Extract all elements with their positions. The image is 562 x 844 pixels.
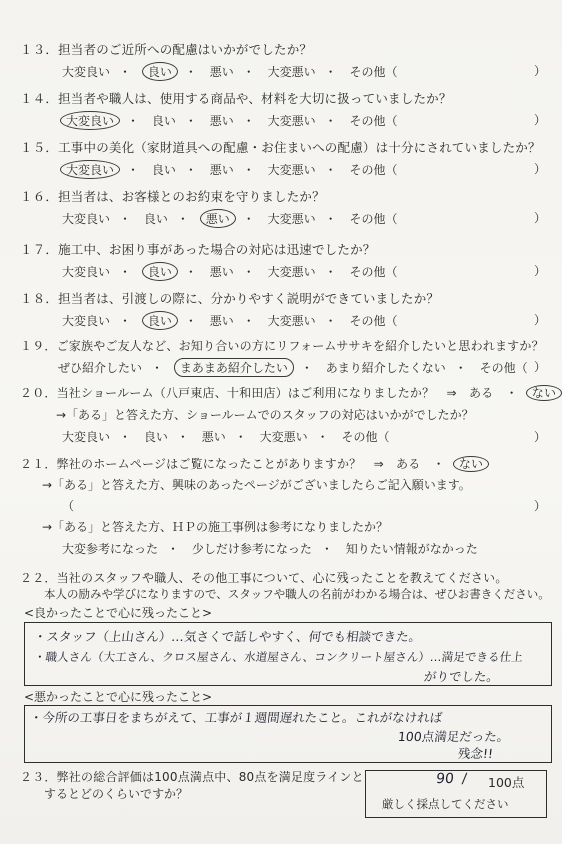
bad-label: <悪かったことで心に残ったこと>: [24, 690, 213, 704]
question-22: ２２．当社のスタッフや職人、その他工事について、心に残ったことを教えてください。: [20, 571, 508, 585]
separator: ・: [184, 114, 197, 128]
separator: ・: [176, 212, 189, 226]
separator: ・: [167, 542, 180, 556]
separator: ・: [184, 314, 197, 328]
option-other[interactable]: その他（: [349, 212, 398, 226]
option-very-bad[interactable]: 大変悪い: [259, 430, 308, 444]
option-not-helpful[interactable]: 知りたい情報がなかった: [345, 542, 478, 556]
question-21: [20, 455, 487, 472]
separator: ・: [119, 430, 132, 444]
option-good-circled[interactable]: 良い: [142, 311, 178, 330]
option-bad[interactable]: 悪い: [209, 114, 234, 128]
separator: ・: [184, 265, 197, 279]
option-very-good[interactable]: 大変良い: [62, 314, 111, 328]
options-14: [62, 111, 397, 130]
separator: ・: [324, 212, 337, 226]
option-other[interactable]: その他（: [479, 361, 528, 375]
option-good[interactable]: 良い: [151, 114, 176, 128]
option-very-good-circled[interactable]: 大変良い: [60, 160, 120, 179]
option-not-recommend[interactable]: あまり紹介したくない: [325, 361, 446, 375]
option-very-bad[interactable]: 大変悪い: [267, 314, 316, 328]
option-other[interactable]: その他（: [349, 163, 398, 177]
option-very-good[interactable]: 大変良い: [62, 430, 111, 444]
separator: ・: [127, 163, 140, 177]
option-somewhat-helpful[interactable]: 少しだけ参考になった: [191, 542, 312, 556]
option-very-helpful[interactable]: 大変参考になった: [62, 542, 159, 556]
question-15: １５．工事中の美化（家財道具への配慮・お住まいへの配慮）は十分にされていましたか？: [20, 140, 541, 155]
options-18: [62, 311, 397, 330]
separator: ・: [119, 265, 132, 279]
option-good-circled[interactable]: 良い: [142, 62, 178, 81]
score-max: 100点: [488, 775, 525, 790]
option-very-bad[interactable]: 大変悪い: [267, 265, 316, 279]
option-somewhat-recommend-circled[interactable]: まあまあ紹介したい: [174, 358, 294, 377]
good-comment-2: ・職人さん（大工さん、クロス屋さん、水道屋さん、コンクリート屋さん）…満足できる仕上: [33, 650, 524, 664]
option-very-good[interactable]: 大変良い: [62, 265, 111, 279]
good-comment-3: がりでした。: [423, 669, 500, 684]
answer-none-circled[interactable]: ない: [453, 456, 489, 472]
option-good[interactable]: 良い: [143, 212, 168, 226]
close-paren: ）: [533, 499, 546, 513]
options-16: [62, 209, 397, 228]
separator: ・: [324, 163, 337, 177]
separator: ・: [324, 65, 337, 79]
separator: ・: [242, 65, 255, 79]
separator: ・: [176, 430, 189, 444]
separator: ・: [324, 265, 337, 279]
close-paren: ）: [533, 113, 546, 127]
option-very-bad[interactable]: 大変悪い: [267, 114, 316, 128]
separator: ・: [119, 314, 132, 328]
q21-followup-1: →「ある」と答えた方、興味のあったページがございましたらご記入願います。: [42, 478, 471, 492]
score-value: 90: [435, 771, 455, 787]
separator: ・: [316, 430, 329, 444]
close-paren: ）: [533, 360, 546, 374]
separator: ・: [300, 361, 313, 375]
question-22-note: 本人の励みや学びになりますので、スタッフや職人の名前がわかる場合は、ぜひお書きください。: [44, 587, 550, 601]
option-very-bad[interactable]: 大変悪い: [267, 65, 316, 79]
option-other[interactable]: その他（: [349, 265, 398, 279]
option-very-good[interactable]: 大変良い: [62, 65, 111, 79]
options-19: [58, 358, 528, 377]
options-17: [62, 262, 397, 281]
question-14: １４．担当者や職人は、使用する商品や、材料を大切に扱っていましたか？: [20, 91, 452, 106]
separator: ・: [242, 163, 255, 177]
good-comment-1: ・スタッフ（上山さん）…気さくで話しやすく、何でも相談できた。: [33, 629, 423, 644]
options-15: [62, 160, 397, 179]
options-21: [62, 540, 478, 557]
option-other[interactable]: その他（: [341, 430, 390, 444]
question-23-line2: するとどのくらいですか？: [44, 787, 189, 801]
score-note: 厳しく採点してください: [382, 797, 509, 811]
options-13: [62, 62, 397, 81]
separator: ・: [119, 65, 132, 79]
option-bad-circled[interactable]: 悪い: [200, 209, 236, 228]
question-17: １７．施工中、お困り事があった場合の対応は迅速でしたか？: [20, 242, 376, 257]
option-good-circled[interactable]: 良い: [142, 262, 178, 281]
separator: ・: [242, 265, 255, 279]
options-20: [62, 428, 389, 445]
close-paren: ）: [533, 64, 546, 78]
bad-comment-3: 残念!!: [457, 746, 494, 761]
option-good[interactable]: 良い: [143, 430, 168, 444]
close-paren: ）: [533, 430, 546, 444]
option-very-good[interactable]: 大変良い: [62, 212, 111, 226]
open-paren: （: [62, 499, 75, 513]
separator: ・: [184, 163, 197, 177]
question-20: [20, 384, 560, 401]
option-very-bad[interactable]: 大変悪い: [267, 212, 316, 226]
separator: ・: [151, 361, 164, 375]
question-23: ２３．弊社の総合評価は100点満点中、80点を満足度ラインと: [20, 770, 364, 784]
separator: ・: [234, 430, 247, 444]
option-bad[interactable]: 悪い: [209, 314, 234, 328]
question-21-text: ２１．弊社のホームページはご覧になったことがありますか？ ⇒ ある ・: [20, 457, 445, 471]
question-13: １３．担当者のご近所への配慮はいかがでしたか？: [20, 42, 313, 57]
bad-comment-1: ・今所の工事日をまちがえて、工事が１週間遅れたこと。これがなければ: [29, 710, 444, 725]
close-paren: ）: [533, 211, 546, 225]
separator: ・: [324, 314, 337, 328]
bad-comment-2: 100点満足だった。: [397, 729, 511, 744]
answer-none-circled[interactable]: ない: [526, 385, 562, 401]
option-bad[interactable]: 悪い: [209, 163, 234, 177]
separator: ・: [119, 212, 132, 226]
option-very-good-circled[interactable]: 大変良い: [60, 111, 120, 130]
question-16: １６．担当者は、お客様とのお約束を守りましたか？: [20, 189, 325, 204]
option-very-bad[interactable]: 大変悪い: [267, 163, 316, 177]
score-slash: /: [461, 771, 468, 787]
question-18: １８．担当者は、引渡しの際に、分かりやすく説明ができていましたか？: [20, 291, 440, 306]
option-bad[interactable]: 悪い: [209, 265, 234, 279]
q20-followup: →「ある」と答えた方、ショールームでのスタッフの対応はいかがでしたか？: [56, 408, 474, 422]
option-other[interactable]: その他（: [349, 314, 398, 328]
close-paren: ）: [533, 162, 546, 176]
good-label: <良かったことで心に残ったこと>: [24, 606, 213, 620]
question-20-text: ２０．当社ショールーム（八戸東店、十和田店）はご利用になりましたか？ ⇒ ある ・: [20, 386, 518, 400]
option-other[interactable]: その他（: [349, 114, 398, 128]
separator: ・: [184, 65, 197, 79]
separator: ・: [242, 212, 255, 226]
option-good[interactable]: 良い: [151, 163, 176, 177]
separator: ・: [242, 114, 255, 128]
separator: ・: [454, 361, 467, 375]
option-definitely-recommend[interactable]: ぜひ紹介したい: [58, 361, 143, 375]
close-paren: ）: [533, 313, 546, 327]
option-bad[interactable]: 悪い: [201, 430, 226, 444]
separator: ・: [242, 314, 255, 328]
separator: ・: [324, 114, 337, 128]
q21-followup-2: →「ある」と答えた方、ＨＰの施工事例は参考になりましたか？: [42, 520, 389, 534]
option-bad[interactable]: 悪い: [209, 65, 234, 79]
separator: ・: [320, 542, 333, 556]
question-19: １９．ご家族やご友人など、お知り合いの方にリフォームササキを紹介したいと思われますか？: [20, 339, 544, 353]
close-paren: ）: [533, 264, 546, 278]
option-other[interactable]: その他（: [349, 65, 398, 79]
separator: ・: [127, 114, 140, 128]
